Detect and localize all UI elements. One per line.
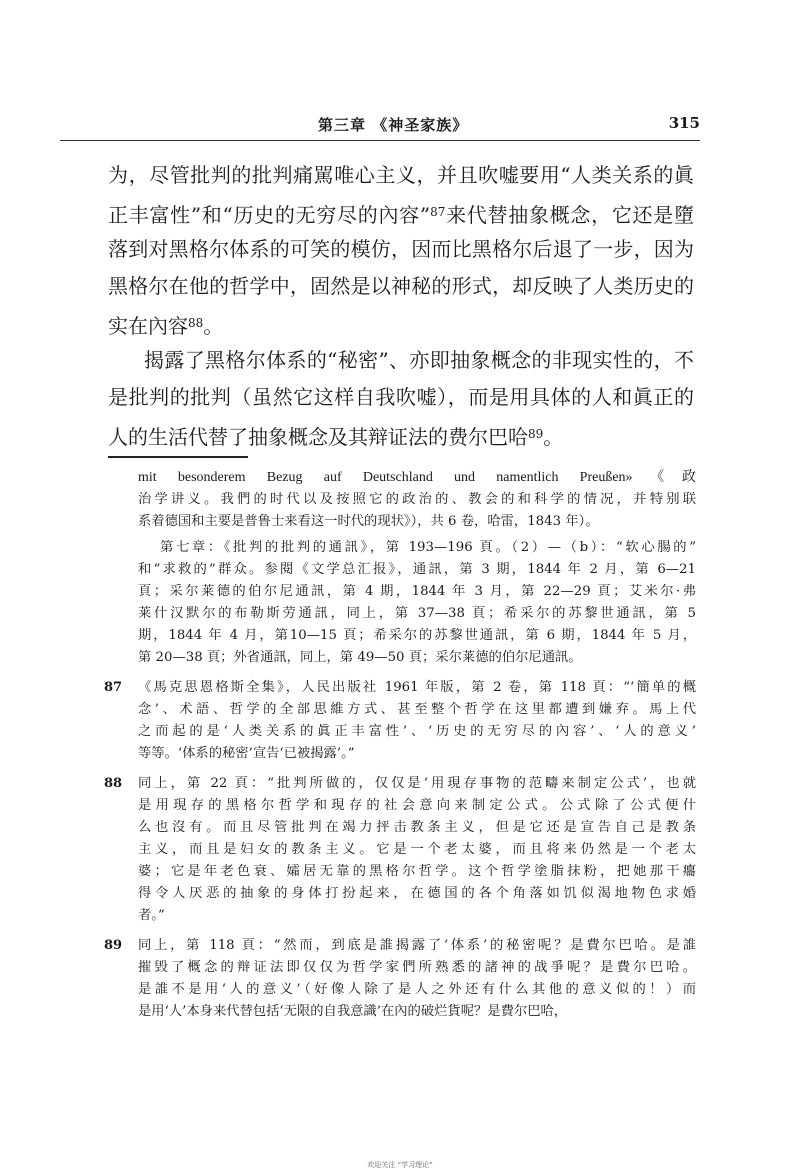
running-header <box>60 110 700 140</box>
note-chapter-7 <box>104 537 696 669</box>
note-number: 87 <box>104 680 123 695</box>
note-line: 主义，而且是妇女的教条主义。它是一个老太婆，而且将来仍然是一个老太 <box>138 842 696 857</box>
note-line: 之而起的是‘人类关系的眞正丰富性’、‘历史的无穷尽的內容’、‘人的意义’ <box>138 724 696 739</box>
header-rule <box>60 140 700 141</box>
note-line: 得令人厌恶的抽象的身体打扮起来，在德国的各个角落如饥似渴地物色求婚 <box>138 886 696 901</box>
body-paragraph-1 <box>108 157 694 342</box>
note-line: 莱什汉默尔的布勒斯劳通訊，同上，第 37—38 頁；希采尔的苏黎世通訊，第 5 <box>138 606 696 621</box>
note-line: 么也沒有。而且尽管批判在竭力抨击教条主义，但是它还是宣告自己是教条 <box>138 820 696 835</box>
body-line: 为，尽管批判的批判痛駡唯心主义，并且吹嘘要用“人类关系的眞 <box>108 163 694 187</box>
body-line: 是批判的批判（虽然它这样自我吹嘘），而是用具体的人和眞正的 <box>108 385 694 409</box>
note-line: 期，1844 年 4 月，第10—15 頁；希采尔的苏黎世通訊，第 6 期，1844 年 5 月， <box>138 628 696 643</box>
body-line: 落到对黑格尔体系的可笑的模仿，因而比黑格尔后退了一步，因为 <box>108 237 694 261</box>
note-line: 婆；它是年老色衰、孀居无靠的黑格尔哲学。这个哲学塗脂抹粉，把她那干癟 <box>138 864 696 879</box>
body-line: 实在內容$^{88}$。 <box>108 314 224 338</box>
body-paragraph-2 <box>108 342 694 453</box>
note-line: 是用‘人’本身来代替包括‘无限的自我意識’在內的破烂貨呢？是費尔巴哈， <box>138 1004 568 1019</box>
note-line: 《馬克思恩格斯全集》，人民出版社 1961 年版，第 2 卷，第 118 頁：“‘簡单的概 <box>138 680 696 695</box>
footnote-ref-89[interactable]: 89 <box>528 427 544 441</box>
note-line: 等等。‘体系的秘密’宣告‘已被揭露’。” <box>138 746 355 761</box>
chapter-title: 第三章 《神圣家族》 <box>318 116 469 134</box>
note-line: mit besonderem Bezug auf Deutschland und namentlich Preußen»《政 <box>138 470 696 485</box>
note-line: 是誰不是用‘人的意义’（好像人除了是人之外还有什么其他的意义似的！）而 <box>138 982 696 997</box>
note-line: 第七章：《批判的批判的通訊》，第 193—196 頁。（2）—（b）：“软心腸的” <box>160 540 696 555</box>
body-line: 揭露了黑格尔体系的“秘密”、亦即抽象概念的非现实性的，不 <box>144 348 694 372</box>
note-line: 是用現存的黑格尔哲学和現存的社会意向来制定公式。公式除了公式便什 <box>138 798 696 813</box>
note-line: 頁；采尔莱德的伯尔尼通訊，第 4 期，1844 年 3 月，第 22—29 頁；艾米尔·弗 <box>138 584 696 599</box>
footer-watermark: 欢迎关注 “学习理论” <box>367 1161 433 1169</box>
note-line: 和“求救的”群众。参閱《文学总汇报》，通訊，第 3 期，1844 年 2 月，第 6—21 <box>138 562 696 577</box>
note-continued <box>104 467 696 533</box>
note-line: 系着德国和主要是普鲁士来看这一时代的现状》），共 6 卷，哈雷，1843 年）。 <box>138 514 599 529</box>
note-line: 者。” <box>138 908 165 923</box>
note-number: 89 <box>104 938 123 953</box>
page-number: 315 <box>668 114 700 132</box>
note-88 <box>104 773 696 927</box>
note-line: 治学讲义。我們的时代以及按照它的政治的、教会的和科学的情况，并特别联 <box>138 492 696 507</box>
footnote-ref-88[interactable]: 88 <box>188 316 204 330</box>
footnote-separator <box>108 456 248 458</box>
body-line: 正丰富性”和“历史的无穷尽的內容”$^{87}$来代替抽象概念，它还是墮 <box>108 203 694 227</box>
body-line: 黑格尔在他的哲学中，固然是以神秘的形式，却反映了人类历史的 <box>108 274 694 298</box>
note-line: 同上，第 118 頁：“然而，到底是誰揭露了‘体系’的秘密呢？是費尔巴哈。是誰 <box>138 938 696 953</box>
body-line: 人的生活代替了抽象概念及其辩证法的费尔巴哈$^{89}$。 <box>108 425 564 449</box>
note-line: 摧毁了概念的辩证法即仅仅为哲学家們所熟悉的諸神的战爭呢？是費尔巴哈。 <box>138 960 696 975</box>
note-line: 第 20—38 頁；外省通訊，同上，第 49—50 頁；采尔莱德的伯尔尼通訊。 <box>138 650 582 665</box>
notes-section <box>104 464 696 1023</box>
note-87 <box>104 677 696 765</box>
note-number: 88 <box>104 776 123 791</box>
note-line: 同上，第 22 頁：“批判所做的，仅仅是‘用現存事物的范疇来制定公式’，也就 <box>138 776 696 791</box>
note-89 <box>104 935 696 1023</box>
footnote-ref-87[interactable]: 87 <box>430 205 446 219</box>
note-line: 念’、术語、哲学的全部思維方式、甚至整个哲学在这里都遭到嫌弃。馬上代 <box>138 702 696 717</box>
